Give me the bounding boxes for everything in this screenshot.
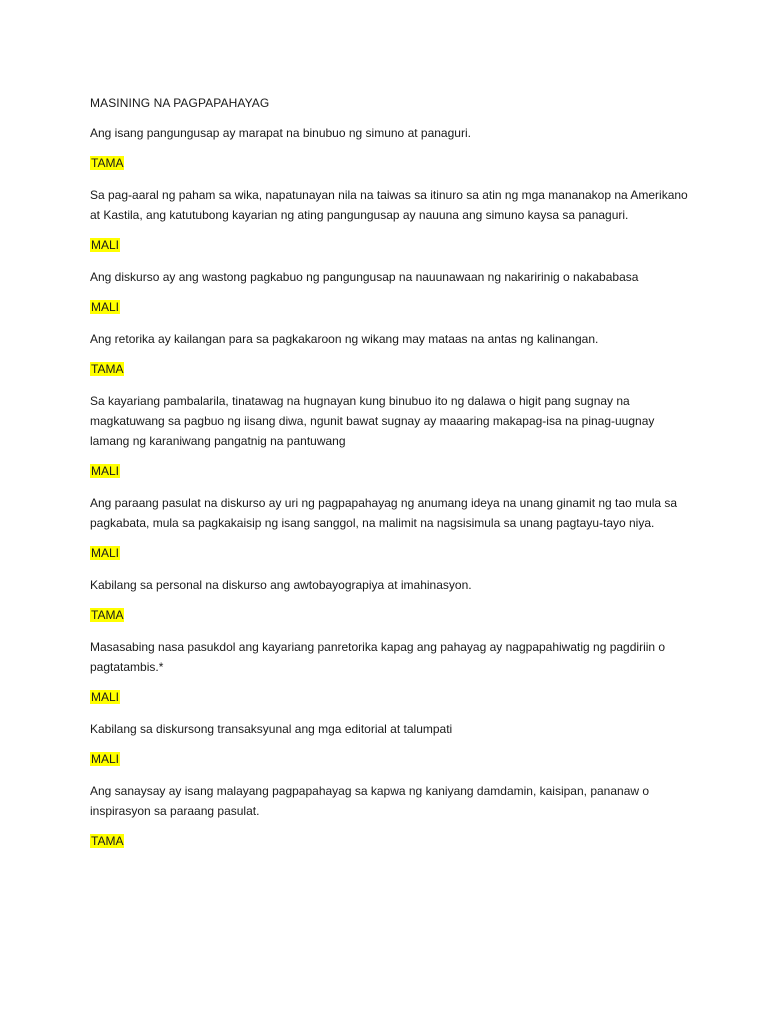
quiz-item-1	[90, 123, 690, 171]
document-page	[90, 95, 690, 863]
answer-highlight: TAMA	[91, 362, 124, 376]
answer-highlight: TAMA	[91, 834, 124, 848]
answer	[90, 546, 690, 561]
statement: Sa pag-aaral ng paham sa wika, napatunayan nila na taiwas sa itinuro sa atin ng mga mananakop na Amerikano at Kastila, ang katutubong kayarian ng ating pangungusap ay nauuna ang simuno kaysa sa panaguri.	[90, 188, 688, 222]
statement: Kabilang sa personal na diskurso ang awtobayograpiya at imahinasyon.	[90, 578, 472, 592]
answer	[90, 608, 690, 623]
statement: Masasabing nasa pasukdol ang kayariang panretorika kapag ang pahayag ay nagpapahiwatig ng pagdiriin o pagtatambis.*	[90, 640, 666, 674]
answer-highlight: MALI	[91, 546, 120, 560]
quiz-item-5	[90, 391, 690, 479]
statement: Ang isang pangungusap ay marapat na binubuo ng simuno at panaguri.	[90, 126, 471, 140]
quiz-item-9	[90, 719, 690, 767]
answer	[90, 362, 690, 377]
statement: Ang sanaysay ay isang malayang pagpapahayag sa kapwa ng kaniyang damdamin, kaisipan, pananaw o inspirasyon sa paraang pasulat.	[90, 784, 650, 818]
quiz-item-7	[90, 575, 690, 623]
statement: Ang paraang pasulat na diskurso ay uri ng pagpapahayag ng anumang ideya na unang ginamit ng tao mula sa pagkabata, mula sa pagkakaisip ng isang sanggol, na malimit na nagsisimula sa unang pagtayu-tayo niya.	[90, 496, 678, 530]
document-title: MASINING NA PAGPAPAHAYAG	[90, 96, 270, 110]
answer	[90, 300, 690, 315]
answer	[90, 156, 690, 171]
statement: Ang diskurso ay ang wastong pagkabuo ng pangungusap na nauunawaan ng nakaririnig o nakababasa	[90, 270, 639, 284]
quiz-item-2	[90, 185, 690, 253]
statement: Ang retorika ay kailangan para sa pagkakaroon ng wikang may mataas na antas ng kalinangan.	[90, 332, 599, 346]
answer-highlight: TAMA	[91, 608, 124, 622]
quiz-item-4	[90, 329, 690, 377]
statement: Sa kayariang pambalarila, tinatawag na hugnayan kung binubuo ito ng dalawa o higit pang sugnay na magkatuwang sa pagbuo ng iisang diwa, ngunit bawat sugnay ay maaaring makapag-isa na pinag-uugnay lamang ng karaniwang pangatnig na pantuwang	[90, 394, 655, 448]
quiz-item-10	[90, 781, 690, 849]
answer-highlight: MALI	[91, 690, 120, 704]
answer	[90, 834, 690, 849]
answer	[90, 752, 690, 767]
answer-highlight: MALI	[91, 464, 120, 478]
answer	[90, 690, 690, 705]
quiz-item-6	[90, 493, 690, 561]
quiz-item-3	[90, 267, 690, 315]
answer	[90, 238, 690, 253]
answer	[90, 464, 690, 479]
answer-highlight: MALI	[91, 752, 120, 766]
statement: Kabilang sa diskursong transaksyunal ang mga editorial at talumpati	[90, 722, 453, 736]
answer-highlight: MALI	[91, 300, 120, 314]
answer-highlight: TAMA	[91, 156, 124, 170]
answer-highlight: MALI	[91, 238, 120, 252]
quiz-item-8	[90, 637, 690, 705]
